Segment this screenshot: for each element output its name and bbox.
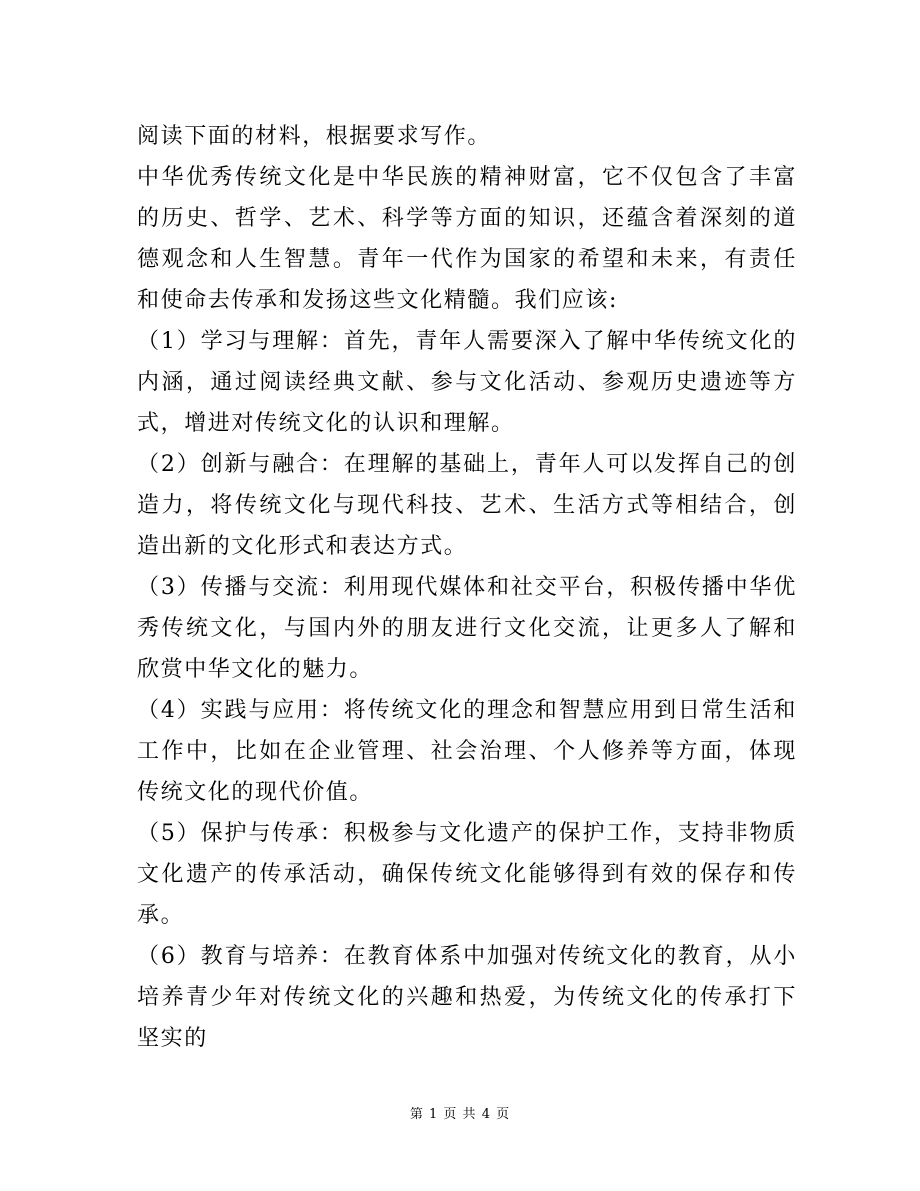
- point-3-paragraph: （3）传播与交流：利用现代媒体和社交平台，积极传播中华优秀传统文化，与国内外的朋友进行文化交流，让更多人了解和欣赏中华文化的魅力。: [137, 575, 797, 682]
- point-2-paragraph: （2）创新与融合：在理解的基础上，青年人可以发挥自己的创造力，将传统文化与现代科技、艺术、生活方式等相结合，创造出新的文化形式和表达方式。: [137, 452, 797, 559]
- point-6-paragraph: （6）教育与培养：在教育体系中加强对传统文化的教育，从小培养青少年对传统文化的兴趣和热爱，为传统文化的传承打下坚实的: [137, 944, 797, 1051]
- point-5-paragraph: （5）保护与传承：积极参与文化遗产的保护工作，支持非物质文化遗产的传承活动，确保传统文化能够得到有效的保存和传承。: [137, 821, 797, 928]
- instruction-paragraph: 阅读下面的材料，根据要求写作。: [137, 124, 492, 149]
- point-4-paragraph: （4）实践与应用：将传统文化的理念和智慧应用到日常生活和工作中，比如在企业管理、社会治理、个人修养等方面，体现传统文化的现代价值。: [137, 698, 797, 805]
- material-intro-paragraph: 中华优秀传统文化是中华民族的精神财富，它不仅包含了丰富的历史、哲学、艺术、科学等方面的知识，还蕴含着深刻的道德观念和人生智慧。青年一代作为国家的希望和未来，有责任和使命去传承和发扬这些文化精髓。我们应该:: [137, 165, 797, 313]
- document-body: [137, 116, 797, 1059]
- point-1-paragraph: （1）学习与理解：首先，青年人需要深入了解中华传统文化的内涵，通过阅读经典文献、参与文化活动、参观历史遗迹等方式，增进对传统文化的认识和理解。: [137, 329, 797, 436]
- page-number: 第 1 页 共 4 页: [409, 1107, 511, 1122]
- page-footer: [0, 1103, 920, 1122]
